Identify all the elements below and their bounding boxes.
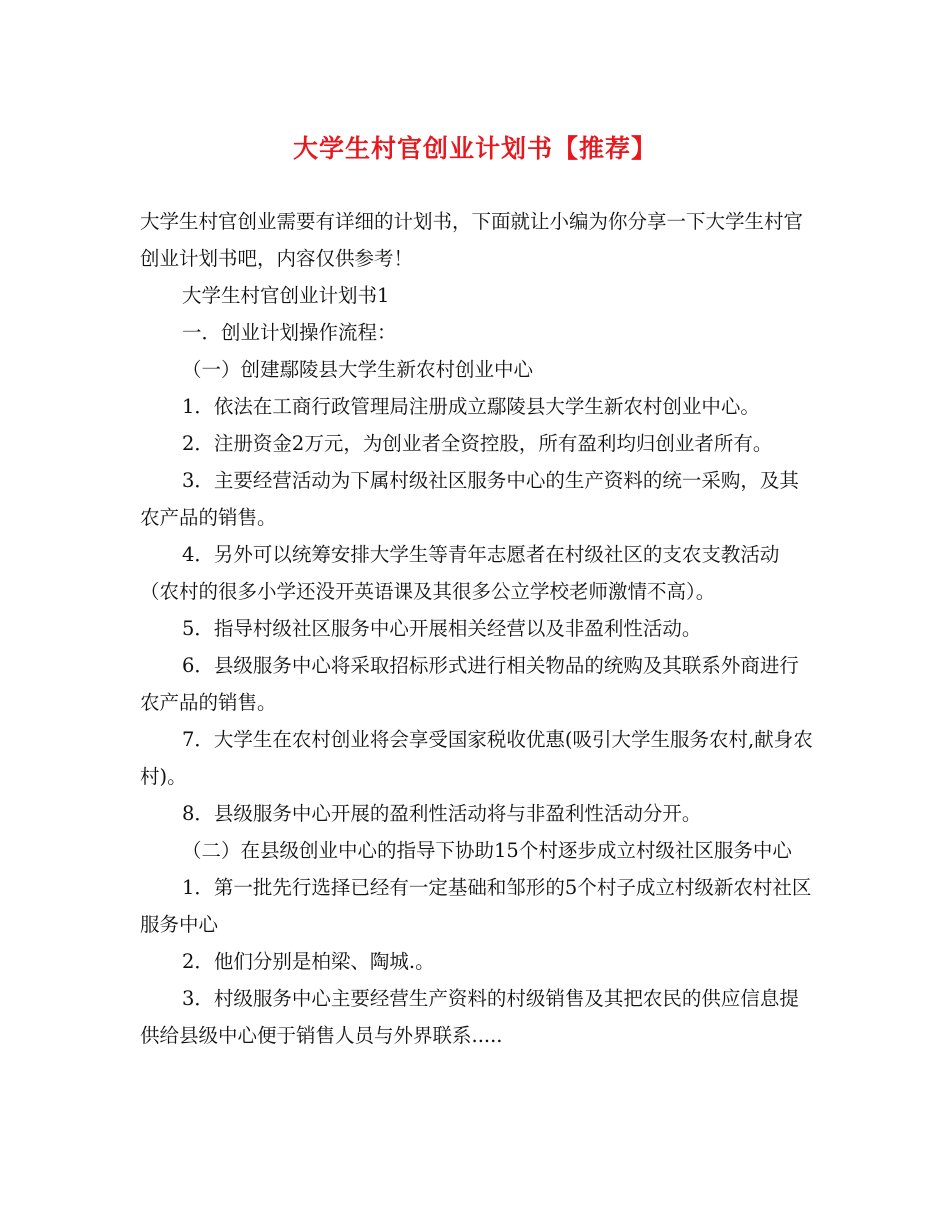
paragraph: （二）在县级创业中心的指导下协助15个村逐步成立村级社区服务中心	[182, 839, 792, 862]
paragraph: 2．注册资金2万元，为创业者全资控股，所有盈利均归创业者所有。	[182, 432, 773, 455]
paragraph: 1．第一批先行选择已经有一定基础和邹形的5个村子成立村级新农村社区服务中心	[140, 876, 812, 936]
paragraph: 6．县级服务中心将采取招标形式进行相关物品的统购及其联系外商进行农产品的销售。	[140, 654, 799, 714]
document-body	[140, 203, 816, 1054]
paragraph: 大学生村官创业需要有详细的计划书，下面就让小编为你分享一下大学生村官创业计划书吧，内容仅供参考！	[140, 210, 804, 270]
paragraph: 4．另外可以统筹安排大学生等青年志愿者在村级社区的支农支教活动（农村的很多小学还没开英语课及其很多公立学校老师激情不高）。	[140, 543, 780, 603]
paragraph: 2．他们分别是柏梁、陶城.。	[182, 950, 435, 973]
paragraph: 1．依法在工商行政管理局注册成立鄢陵县大学生新农村创业中心。	[182, 395, 760, 418]
paragraph: 3．村级服务中心主要经营生产资料的村级销售及其把农民的供应信息提供给县级中心便于销售人员与外界联系.....	[140, 987, 799, 1047]
paragraph: 一．创业计划操作流程：	[182, 321, 397, 344]
document-title: 大学生村官创业计划书【推荐】	[292, 134, 657, 163]
paragraph: （一）创建鄢陵县大学生新农村创业中心	[182, 358, 534, 381]
paragraph: 8．县级服务中心开展的盈利性活动将与非盈利性活动分开。	[182, 802, 702, 825]
paragraph: 3．主要经营活动为下属村级社区服务中心的生产资料的统一采购，及其农产品的销售。	[140, 469, 799, 529]
paragraph: 大学生村官创业计划书1	[182, 284, 390, 307]
paragraph: 7．大学生在农村创业将会享受国家税收优惠(吸引大学生服务农村,献身农村)。	[140, 728, 813, 788]
paragraph: 5．指导村级社区服务中心开展相关经营以及非盈利性活动。	[182, 617, 702, 640]
